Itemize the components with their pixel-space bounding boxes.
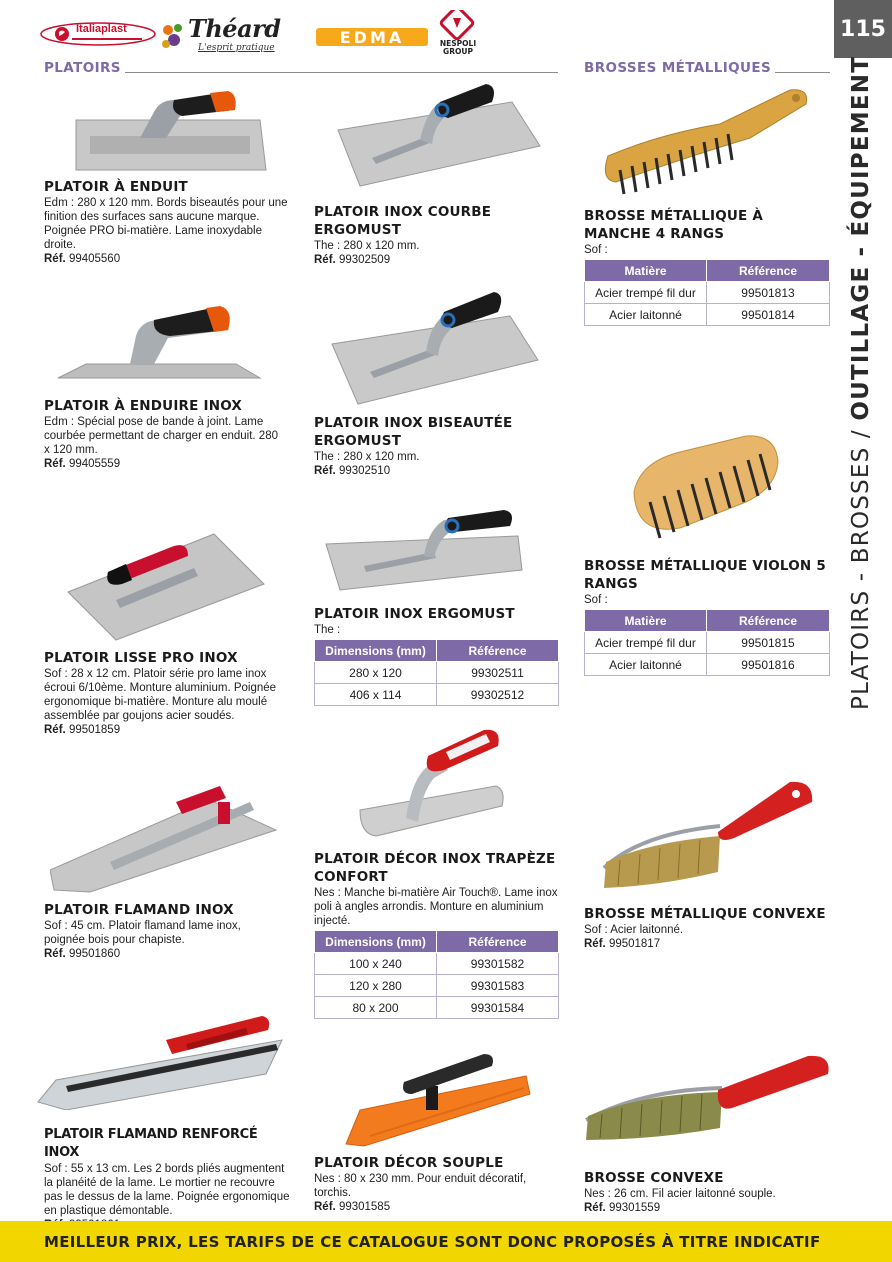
table-cell: Acier trempé fil dur xyxy=(585,282,707,304)
product-desc: Sof : 28 x 12 cm. Platoir série pro lame inox écroui 6/10ème. Monture aluminium. Poignée ergonomique bi-matière. Monture alu moulé assemblée par goujons acier soudés. xyxy=(44,668,277,722)
product-desc: Sof : Acier laitonné. xyxy=(584,924,684,936)
platoir-flamand-inox-image xyxy=(50,780,278,894)
product-brosse-violon xyxy=(584,557,830,676)
product-name: PLATOIR DÉCOR INOX TRAPÈZE CONFORT xyxy=(314,851,556,885)
brosse-violon-image xyxy=(630,432,782,550)
table-cell: Acier laitonné xyxy=(585,304,707,326)
product-platoir-inox-ergomust xyxy=(314,605,560,706)
nespoli-mark-icon xyxy=(436,10,480,40)
product-ref: Réf. 99302510 xyxy=(314,465,391,477)
table-row xyxy=(585,632,830,654)
svg-text:EDMA: EDMA xyxy=(339,28,405,47)
footer-banner: MEILLEUR PRIX, LES TARIFS DE CE CATALOGUE SONT DONC PROPOSÉS À TITRE INDICATIF xyxy=(0,1221,892,1262)
brosse-manche-4-rangs-image xyxy=(600,84,812,200)
brand-logos xyxy=(40,10,477,60)
product-platoir-flamand-inox xyxy=(44,901,284,961)
product-platoir-inox-biseautee xyxy=(314,414,544,478)
brosse-violon-ref-table xyxy=(584,609,830,676)
table-cell: 406 x 114 xyxy=(315,684,437,706)
section-header-platoirs xyxy=(44,60,558,76)
edma-logo xyxy=(316,26,428,48)
product-platoir-lisse-pro xyxy=(44,649,288,737)
theard-text: Théard xyxy=(188,14,281,43)
table-header: Matière xyxy=(585,610,707,632)
table-cell: 99501815 xyxy=(707,632,830,654)
table-cell: 280 x 120 xyxy=(315,662,437,684)
product-desc: Edm : 280 x 120 mm. Bords biseautés pour une finition des surfaces sans aucune marque. Poignée PRO bi-matière. Lame inoxydable droite. xyxy=(44,197,288,251)
platoir-enduire-inox-image xyxy=(56,298,262,382)
product-name: PLATOIR À ENDUIT xyxy=(44,179,188,195)
product-name: PLATOIR FLAMAND INOX xyxy=(44,902,234,918)
product-name: BROSSE MÉTALLIQUE CONVEXE xyxy=(584,906,826,922)
table-cell: Acier trempé fil dur xyxy=(585,632,707,654)
table-cell: 120 x 280 xyxy=(315,975,437,997)
table-row xyxy=(585,282,830,304)
side-chapter-title xyxy=(848,55,874,710)
platoir-lisse-pro-image xyxy=(64,532,266,642)
table-header: Matière xyxy=(585,260,707,282)
product-name: PLATOIR INOX BISEAUTÉE ERGOMUST xyxy=(314,415,513,449)
section-title-brosses: BROSSES MÉTALLIQUES xyxy=(584,60,772,76)
table-row xyxy=(585,654,830,676)
product-name: PLATOIR DÉCOR SOUPLE xyxy=(314,1155,504,1171)
brosse-4-rangs-ref-table xyxy=(584,259,830,326)
table-cell: 99302512 xyxy=(437,684,559,706)
theard-mark-icon xyxy=(160,22,188,52)
product-name: BROSSE MÉTALLIQUE VIOLON 5 RANGS xyxy=(584,558,826,592)
theard-tagline: L'esprit pratique xyxy=(198,43,275,53)
product-desc: Nes : 26 cm. Fil acier laitonné souple. xyxy=(584,1188,776,1200)
table-row xyxy=(585,304,830,326)
product-desc: Edm : Spécial pose de bande à joint. Lame courbée permettant de charger en enduit. 280 x 120 mm. xyxy=(44,416,278,456)
product-name: BROSSE CONVEXE xyxy=(584,1170,724,1186)
table-cell: 80 x 200 xyxy=(315,997,437,1019)
table-cell: 99501814 xyxy=(707,304,830,326)
table-cell: 99301584 xyxy=(437,997,559,1019)
table-row xyxy=(315,684,559,706)
nespoli-text: NESPOLI GROUP xyxy=(439,39,477,56)
section-header-brosses xyxy=(584,60,830,76)
ergomust-ref-table xyxy=(314,639,559,706)
product-name: PLATOIR INOX ERGOMUST xyxy=(314,606,515,622)
product-ref: Réf. 99501817 xyxy=(584,938,661,950)
table-cell: 100 x 240 xyxy=(315,953,437,975)
platoir-inox-courbe-image xyxy=(336,82,542,190)
product-ref: Réf. 99301585 xyxy=(314,1201,391,1213)
product-name: PLATOIR À ENDUIRE INOX xyxy=(44,398,243,414)
table-cell: 99301583 xyxy=(437,975,559,997)
platoir-flamand-renforce-image xyxy=(36,1010,286,1110)
product-platoir-flamand-renforce xyxy=(44,1126,292,1232)
theard-logo xyxy=(160,14,310,58)
table-header: Dimensions (mm) xyxy=(315,640,437,662)
product-platoir-decor-trapeze xyxy=(314,850,560,1019)
table-header: Dimensions (mm) xyxy=(315,931,437,953)
product-desc: Nes : Manche bi-matière Air Touch®. Lame inox poli à angles arrondis. Monture en aluminium injecté. xyxy=(314,887,558,927)
table-cell: 99302511 xyxy=(437,662,559,684)
platoir-decor-trapeze-image xyxy=(356,726,506,842)
product-ref: Réf. 99501859 xyxy=(44,724,121,736)
table-header: Référence xyxy=(437,931,559,953)
table-row xyxy=(315,662,559,684)
product-platoir-inox-courbe xyxy=(314,203,534,267)
page-number: 115 xyxy=(834,0,892,58)
table-header-row xyxy=(315,640,559,662)
product-platoir-enduire-inox xyxy=(44,397,284,471)
trapeze-ref-table xyxy=(314,930,559,1019)
table-cell: 99301582 xyxy=(437,953,559,975)
side-title-light: PLATOIRS - BROSSES / xyxy=(848,420,874,710)
product-desc: Sof : 55 x 13 cm. Les 2 bords pliés augmentent la planéité de la lame. Le mortier ne recouvre pas le dessus de la lame. Poignée ergonomique en plastique démontable. xyxy=(44,1163,290,1217)
brosse-convexe-image xyxy=(582,1050,832,1146)
nespoli-logo xyxy=(436,10,480,60)
table-cell: Acier laitonné xyxy=(585,654,707,676)
table-row xyxy=(315,975,559,997)
product-brosse-metallique-convexe xyxy=(584,905,830,951)
platoir-decor-souple-image xyxy=(340,1046,532,1150)
table-header-row xyxy=(585,610,830,632)
table-header-row xyxy=(315,931,559,953)
product-ref: Réf. 99405560 xyxy=(44,253,121,265)
table-row xyxy=(315,953,559,975)
table-header-row xyxy=(585,260,830,282)
product-brosse-convexe xyxy=(584,1169,830,1215)
product-name: PLATOIR INOX COURBE ERGOMUST xyxy=(314,204,492,238)
italiaplast-text: Italiaplast xyxy=(76,23,127,35)
product-name: PLATOIR FLAMAND RENFORCÉ INOX xyxy=(44,1127,258,1160)
product-desc: Sof : 45 cm. Platoir flamand lame inox, poignée bois pour chapiste. xyxy=(44,920,241,946)
side-title-bold: OUTILLAGE - ÉQUIPEMENT xyxy=(848,55,874,421)
table-header: Référence xyxy=(437,640,559,662)
product-brosse-manche-4-rangs xyxy=(584,207,830,326)
section-title-platoirs: PLATOIRS xyxy=(44,60,121,76)
product-ref: Réf. 99501860 xyxy=(44,948,121,960)
product-ref: Réf. 99302509 xyxy=(314,254,391,266)
product-desc: The : 280 x 120 mm. xyxy=(314,240,420,252)
product-desc: The : xyxy=(314,624,341,636)
product-desc: Nes : 80 x 230 mm. Pour enduit décoratif, torchis. xyxy=(314,1173,527,1199)
product-desc: The : 280 x 120 mm. xyxy=(314,451,420,463)
product-platoir-decor-souple xyxy=(314,1154,560,1214)
platoir-enduit-image xyxy=(70,88,270,176)
product-name: PLATOIR LISSE PRO INOX xyxy=(44,650,238,666)
table-header: Référence xyxy=(707,260,830,282)
table-cell: 99501816 xyxy=(707,654,830,676)
platoir-inox-biseautee-image xyxy=(330,286,540,406)
brosse-metallique-convexe-image xyxy=(600,776,818,892)
product-platoir-enduit xyxy=(44,178,290,266)
product-desc: Sof : xyxy=(584,594,608,606)
table-row xyxy=(315,997,559,1019)
product-desc: Sof : xyxy=(584,244,608,256)
product-name: BROSSE MÉTALLIQUE À MANCHE 4 RANGS xyxy=(584,208,764,242)
table-header: Référence xyxy=(707,610,830,632)
product-ref: Réf. 99301559 xyxy=(584,1202,661,1214)
product-ref: Réf. 99405559 xyxy=(44,458,121,470)
platoir-inox-ergomust-image xyxy=(324,508,524,592)
table-cell: 99501813 xyxy=(707,282,830,304)
